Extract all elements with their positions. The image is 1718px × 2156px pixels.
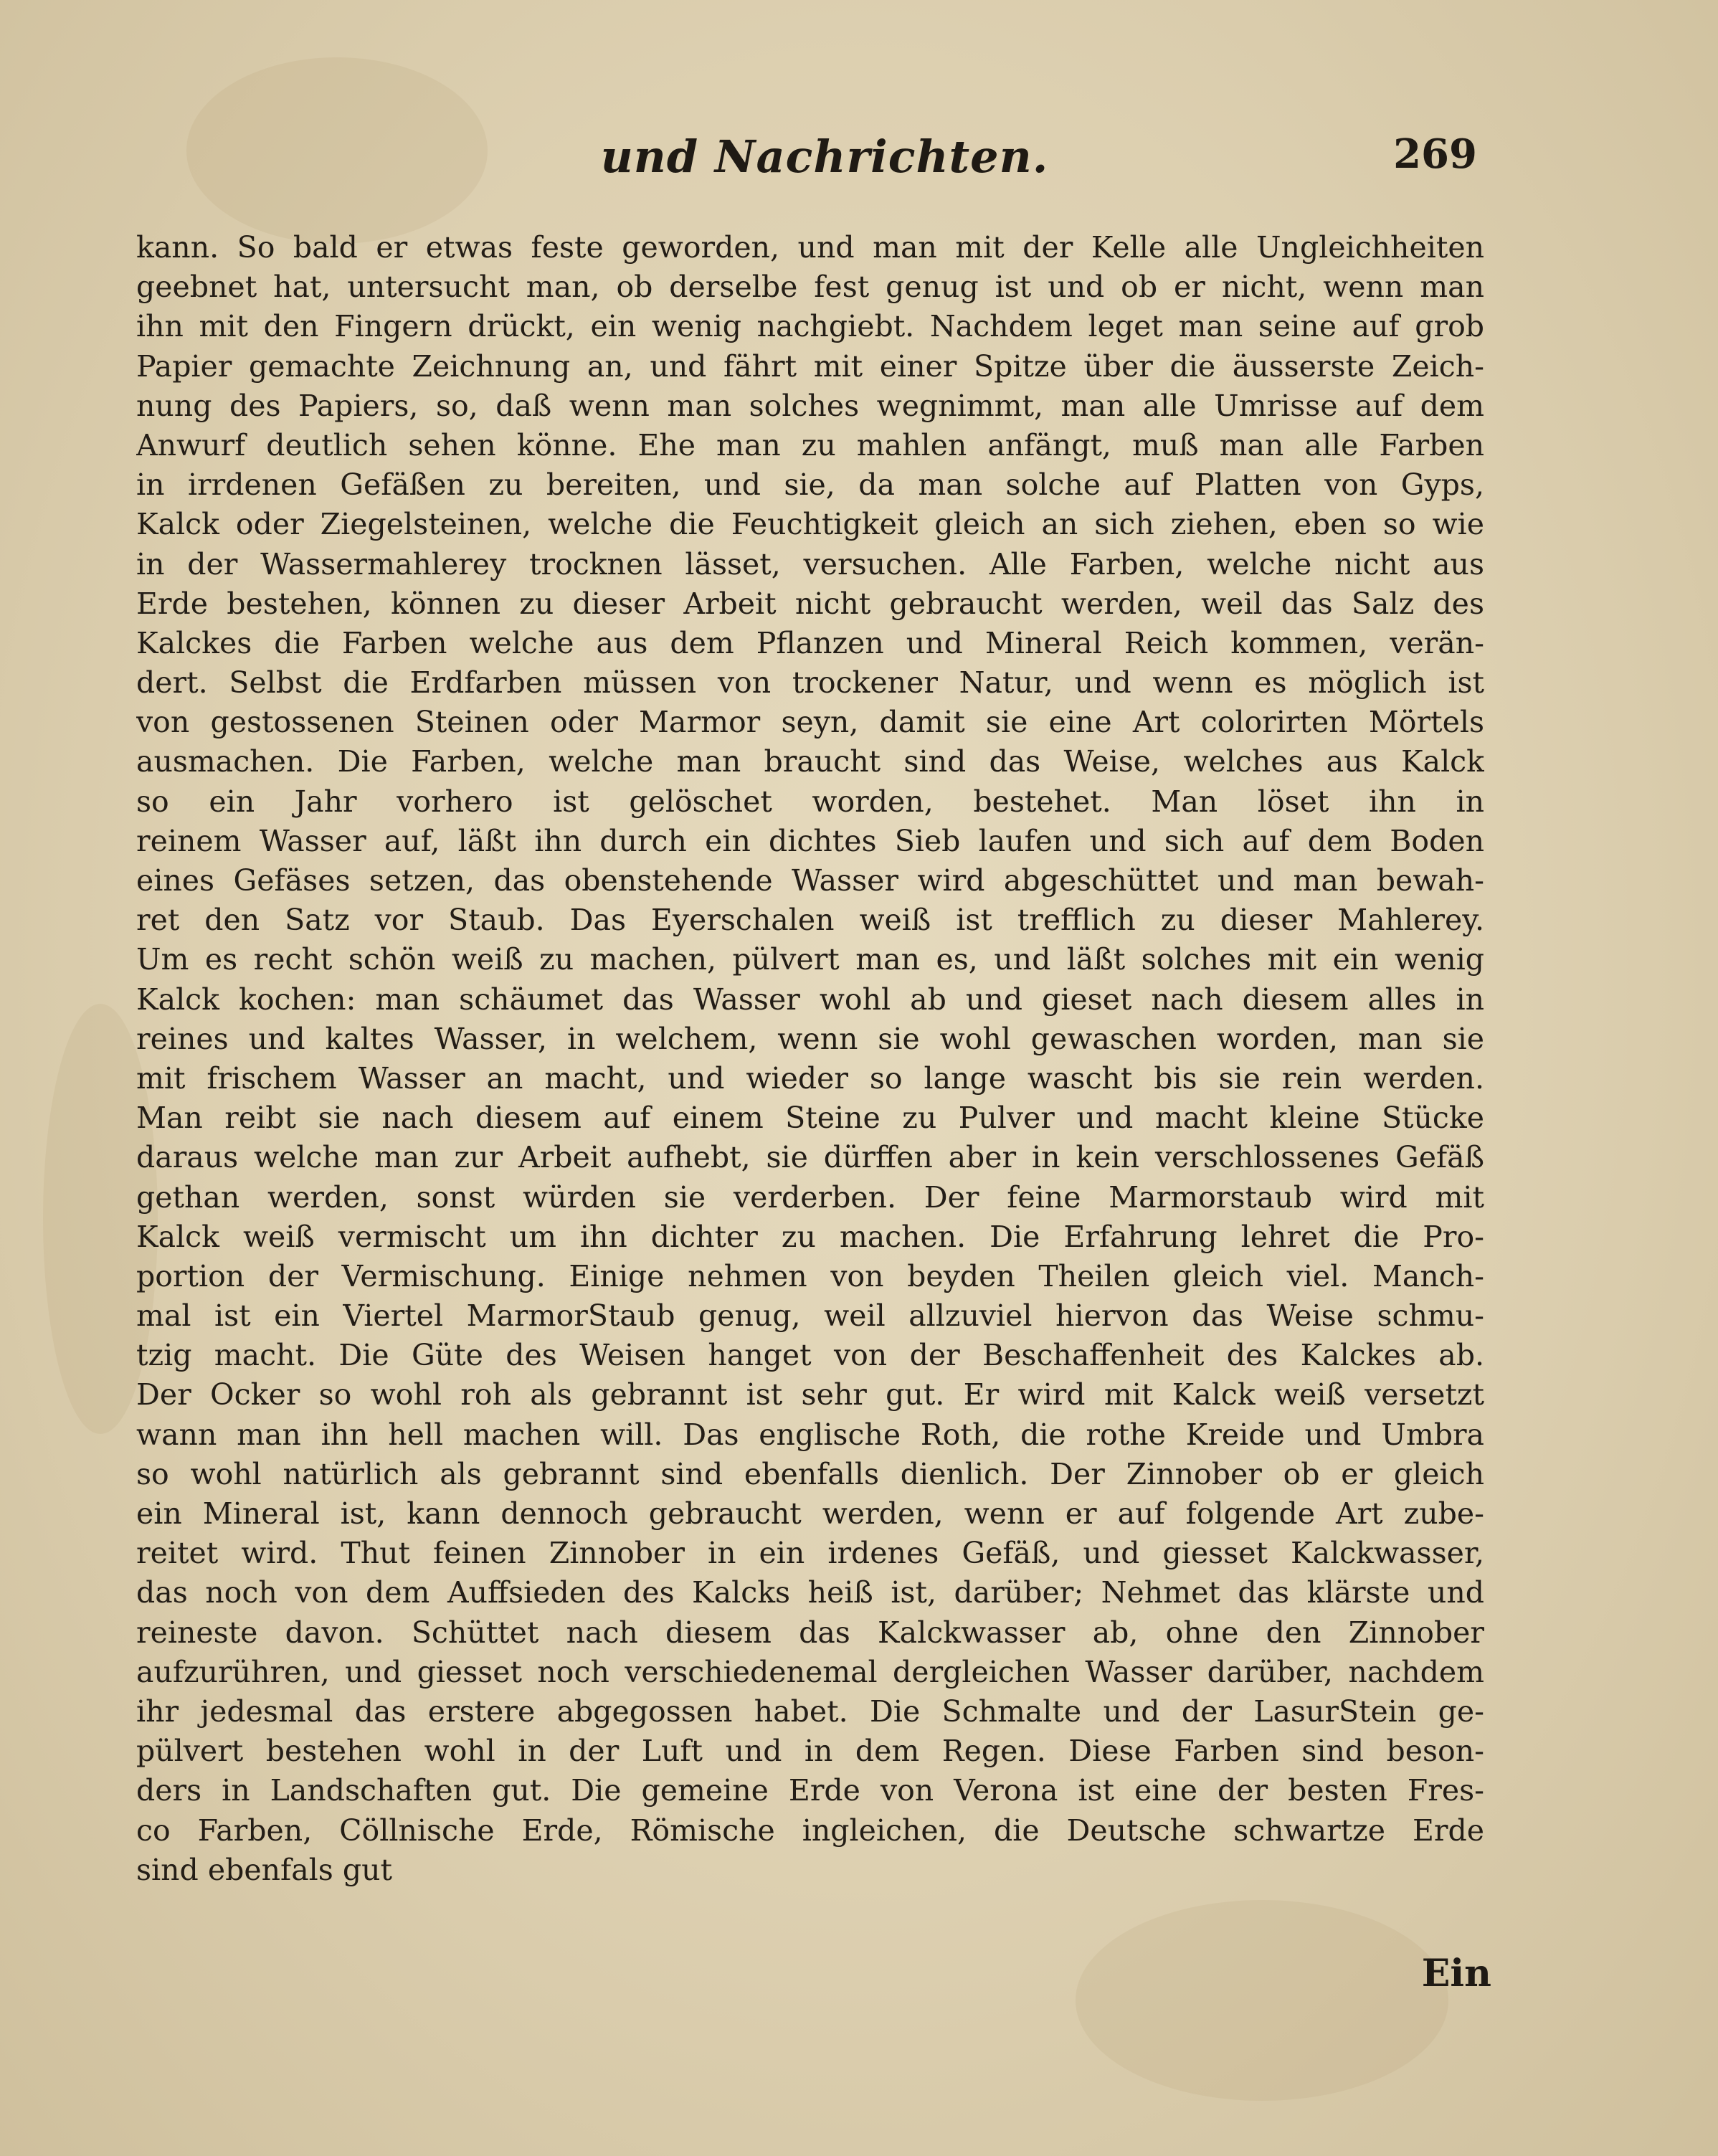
running-title: und Nachrichten. <box>600 130 1049 183</box>
text-line: ausmachen. Die Farben, welche man braucht sind das Weise, welches aus Kalck <box>136 744 1484 779</box>
text-line: in der Wassermahlerey trocknen lässet, versuchen. Alle Farben, welche nicht aus <box>136 546 1484 581</box>
text-line: nung des Papiers, so, daß wenn man solches wegnimmt, man alle Umrisse auf dem <box>136 388 1484 423</box>
text-line: so ein Jahr vorhero ist gelöschet worden, bestehet. Man löset ihn in <box>136 784 1484 819</box>
text-line: Kalck kochen: man schäumet das Wasser wohl ab und gieset nach diesem alles in <box>136 982 1484 1017</box>
text-line: tzig macht. Die Güte des Weisen hanget von der Beschaffenheit des Kalckes ab. <box>136 1338 1484 1373</box>
text-line: ders in Landschaften gut. Die gemeine Erde von Verona ist eine der besten Fres- <box>136 1773 1484 1808</box>
text-line: ret den Satz vor Staub. Das Eyerschalen weiß ist trefflich zu dieser Mahlerey. <box>136 903 1484 938</box>
text-line: Kalckes die Farben welche aus dem Pflanzen und Mineral Reich kommen, verän- <box>136 625 1484 660</box>
text-line: Man reibt sie nach diesem auf einem Steine zu Pulver und macht kleine Stücke <box>136 1101 1484 1136</box>
text-line: reinem Wasser auf, läßt ihn durch ein dichtes Sieb laufen und sich auf dem Boden <box>136 823 1484 858</box>
paper-stain <box>1076 1900 1448 2101</box>
text-line: ein Mineral ist, kann dennoch gebraucht werden, wenn er auf folgende Art zube- <box>136 1496 1484 1531</box>
text-line: Der Ocker so wohl roh als gebrannt ist sehr gut. Er wird mit Kalck weiß versetzt <box>136 1377 1484 1412</box>
text-line: kann. So bald er etwas feste geworden, und man mit der Kelle alle Ungleichheiten <box>136 230 1484 265</box>
text-line: von gestossenen Steinen oder Marmor seyn, damit sie eine Art colorirten Mörtels <box>136 705 1484 740</box>
text-line: mal ist ein Viertel MarmorStaub genug, weil allzuviel hiervon das Weise schmu- <box>136 1298 1484 1334</box>
text-line: reines und kaltes Wasser, in welchem, wenn sie wohl gewaschen worden, man sie <box>136 1021 1484 1056</box>
text-line: reineste davon. Schüttet nach diesem das Kalckwasser ab, ohne den Zinnober <box>136 1615 1484 1650</box>
text-line: mit frischem Wasser an macht, und wieder so lange wascht bis sie rein werden. <box>136 1060 1484 1096</box>
catchword: Ein <box>1421 1952 1491 1995</box>
text-line: gethan werden, sonst würden sie verderben. Der feine Marmorstaub wird mit <box>136 1179 1484 1215</box>
text-line: geebnet hat, untersucht man, ob derselbe fest genug ist und ob er nicht, wenn man <box>136 270 1484 305</box>
text-line: Um es recht schön weiß zu machen, pülvert man es, und läßt solches mit ein wenig <box>136 942 1484 977</box>
page-header <box>0 130 1718 195</box>
page-number: 269 <box>1393 130 1477 178</box>
text-line: eines Gefäses setzen, das obenstehende Wasser wird abgeschüttet und man bewah- <box>136 863 1484 898</box>
text-line: Kalck oder Ziegelsteinen, welche die Feuchtigkeit gleich an sich ziehen, eben so wie <box>136 507 1484 542</box>
text-line: Anwurf deutlich sehen könne. Ehe man zu mahlen anfängt, muß man alle Farben <box>136 427 1484 462</box>
body-text <box>136 228 1484 1890</box>
text-line: in irrdenen Gefäßen zu bereiten, und sie, da man solche auf Platten von Gyps, <box>136 467 1484 503</box>
text-line: Erde bestehen, können zu dieser Arbeit nicht gebraucht werden, weil das Salz des <box>136 586 1484 621</box>
text-line: reitet wird. Thut feinen Zinnober in ein irdenes Gefäß, und giesset Kalckwasser, <box>136 1536 1484 1571</box>
text-line: portion der Vermischung. Einige nehmen von beyden Theilen gleich viel. Manch- <box>136 1258 1484 1293</box>
text-line: das noch von dem Auffsieden des Kalcks heiß ist, darüber; Nehmet das klärste und <box>136 1575 1484 1610</box>
text-line: Kalck weiß vermischt um ihn dichter zu machen. Die Erfahrung lehret die Pro- <box>136 1219 1484 1254</box>
text-line: pülvert bestehen wohl in der Luft und in dem Regen. Diese Farben sind beson- <box>136 1734 1484 1769</box>
text-line: ihr jedesmal das erstere abgegossen habet. Die Schmalte und der LasurStein ge- <box>136 1694 1484 1729</box>
text-line: aufzurühren, und giesset noch verschiedenemal dergleichen Wasser darüber, nachdem <box>136 1654 1484 1689</box>
text-line: Papier gemachte Zeichnung an, und fährt mit einer Spitze über die äusserste Zeich- <box>136 348 1484 384</box>
text-line: dert. Selbst die Erdfarben müssen von trockener Natur, und wenn es möglich ist <box>136 665 1484 701</box>
text-line: wann man ihn hell machen will. Das englische Roth, die rothe Kreide und Umbra <box>136 1417 1484 1452</box>
text-line: daraus welche man zur Arbeit aufhebt, sie dürffen aber in kein verschlossenes Gefäß <box>136 1140 1484 1175</box>
text-line: so wohl natürlich als gebrannt sind ebenfalls dienlich. Der Zinnober ob er gleich <box>136 1456 1484 1491</box>
text-line: ihn mit den Fingern drückt, ein wenig nachgiebt. Nachdem leget man seine auf grob <box>136 309 1484 344</box>
text-line: sind ebenfals gut <box>136 1852 392 1887</box>
text-line: co Farben, Cöllnische Erde, Römische ingleichen, die Deutsche schwartze Erde <box>136 1813 1484 1848</box>
